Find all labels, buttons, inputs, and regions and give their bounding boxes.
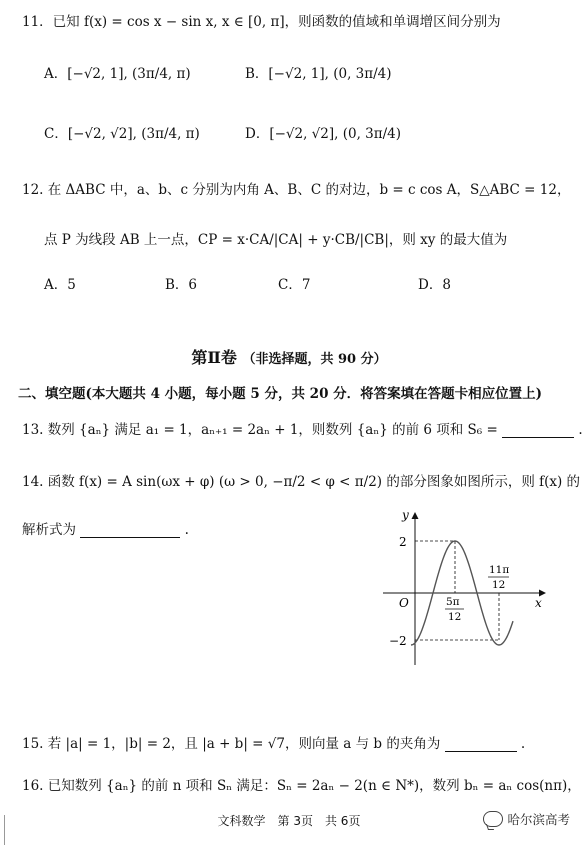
y-axis-label: y <box>402 508 409 522</box>
q13-answer-blank[interactable] <box>502 437 574 438</box>
x1-label-numerator: 5π <box>446 596 460 608</box>
section2-heading: 二、填空题(本大题共 4 小题，每小题 5 分，共 20 分．将答案填在答题卡相应位置上) <box>18 386 543 402</box>
x-axis-label: x <box>535 596 542 610</box>
wechat-icon <box>483 811 503 827</box>
q15-stem: 15. 若 |a| = 1，|b| = 2，且 |a + b| = √7，则向量 a 与 b 的夹角为 <box>22 736 441 752</box>
q11-option-d: D．[−√2, √2], (0, 3π/4) <box>245 126 402 142</box>
part2-header <box>0 345 578 368</box>
q12-option-d: D．8 <box>418 277 451 293</box>
sine-graph <box>375 505 555 670</box>
q11-option-a: A．[−√2, 1], (3π/4, π) <box>44 66 191 82</box>
y-top-label: 2 <box>399 535 407 549</box>
q11-option-c: C．[−√2, √2], (3π/4, π) <box>44 126 200 142</box>
watermark-text: 哈尔滨高考 <box>507 812 570 827</box>
part2-title: 第Ⅱ卷 <box>191 348 237 367</box>
q13-end: . <box>578 422 583 438</box>
q12-stem-line2: 点 P 为线段 AB 上一点，CP = x·CA/|CA| + y·CB/|CB|，则 xy 的最大值为 <box>44 232 508 248</box>
x2-label-denominator: 12 <box>492 579 506 591</box>
q12-option-b: B．6 <box>165 277 198 293</box>
part2-subtitle: （非选择题，共 90 分） <box>242 352 387 367</box>
q15-end: . <box>520 736 526 752</box>
q15-row <box>22 732 525 752</box>
q14-stem: 14. 函数 f(x) = A sin(ωx + φ) (ω > 0, −π/2 < φ < π/2) 的部分图象如图所示，则 f(x) 的 <box>22 474 581 490</box>
q13-row <box>22 418 583 438</box>
q16-stem: 16. 已知数列 {aₙ} 的前 n 项和 Sₙ 满足：Sₙ = 2aₙ − 2(n ∈ N*)，数列 bₙ = aₙ cos(nπ)， <box>22 778 581 794</box>
q14-row2 <box>22 518 189 538</box>
q14-stem-line2: 解析式为 <box>22 522 76 538</box>
q14-end: . <box>184 522 189 538</box>
q15-answer-blank[interactable] <box>445 751 517 752</box>
x2-label-numerator: 11π <box>489 564 510 576</box>
q11-stem: 11．已知 f(x) = cos x − sin x, x ∈ [0, π]，则函数的值域和单调增区间分别为 <box>22 14 501 30</box>
page-footer: 文科数学 第 3页 共 6页 <box>217 814 361 828</box>
x1-label-denominator: 12 <box>448 611 462 623</box>
q12-stem-line1: 12. 在 ΔABC 中，a、b、c 分别为内角 A、B、C 的对边，b = c cos A，S△ABC = 12， <box>22 182 571 198</box>
q13-stem: 13. 数列 {aₙ} 满足 a₁ = 1，aₙ₊₁ = 2aₙ + 1，则数列 {aₙ} 的前 6 项和 S₆ = <box>22 422 498 438</box>
watermark <box>483 810 570 828</box>
origin-label: O <box>399 596 409 610</box>
y-bottom-label: −2 <box>389 634 407 648</box>
q11-option-b: B．[−√2, 1], (0, 3π/4) <box>245 66 392 82</box>
q12-option-c: C．7 <box>278 277 311 293</box>
q14-answer-blank[interactable] <box>80 537 180 538</box>
q12-option-a: A．5 <box>44 277 76 293</box>
